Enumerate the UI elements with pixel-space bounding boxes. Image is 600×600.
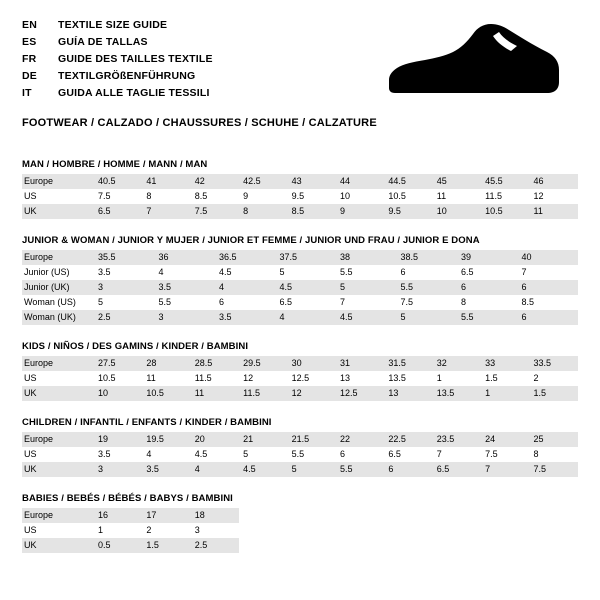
size-cell: 4 (276, 310, 337, 325)
size-cell: 6 (397, 265, 458, 280)
block-title: MAN / HOMBRE / HOMME / MANN / MAN (22, 158, 208, 170)
size-cell: 3 (94, 462, 142, 477)
size-cell: 30 (288, 356, 336, 371)
size-cell-empty (481, 538, 529, 553)
table-row (22, 189, 578, 204)
block-title: BABIES / BEBÉS / BÉBÉS / BABYS / BAMBINI (22, 492, 233, 504)
size-cell: 5 (276, 265, 337, 280)
size-cell: 45 (433, 174, 481, 189)
size-cell: 33 (481, 356, 529, 371)
size-cell: 31.5 (384, 356, 432, 371)
size-cell: 11.5 (481, 189, 529, 204)
size-cell: 6.5 (276, 295, 337, 310)
table-row (22, 538, 578, 553)
size-cell: 10.5 (384, 189, 432, 204)
row-label: Europe (22, 356, 94, 371)
size-table (22, 356, 578, 401)
size-cell: 11 (530, 204, 578, 219)
size-cell: 22.5 (384, 432, 432, 447)
row-label: US (22, 189, 94, 204)
table-row (22, 386, 578, 401)
size-cell: 7 (518, 265, 579, 280)
size-cell: 32 (433, 356, 481, 371)
size-cell: 16 (94, 508, 142, 523)
size-cell: 9 (239, 189, 287, 204)
size-cell: 4 (155, 265, 216, 280)
size-cell: 7.5 (530, 462, 578, 477)
size-cell: 22 (336, 432, 384, 447)
size-cell: 10 (94, 386, 142, 401)
size-cell: 3.5 (155, 280, 216, 295)
size-cell-empty (433, 523, 481, 538)
size-cell: 19.5 (142, 432, 190, 447)
size-cell-empty (336, 538, 384, 553)
size-cell: 44.5 (384, 174, 432, 189)
size-cell: 7 (142, 204, 190, 219)
row-label: UK (22, 386, 94, 401)
size-cell: 5 (239, 447, 287, 462)
size-cell: 37.5 (276, 250, 337, 265)
size-cell: 4.5 (336, 310, 397, 325)
size-cell: 7.5 (191, 204, 239, 219)
size-cell-empty (239, 523, 287, 538)
size-cell: 21 (239, 432, 287, 447)
table-row (22, 204, 578, 219)
size-cell: 13 (384, 386, 432, 401)
size-cell: 3.5 (142, 462, 190, 477)
size-cell: 40.5 (94, 174, 142, 189)
size-cell: 3.5 (215, 310, 276, 325)
size-cell: 4.5 (215, 265, 276, 280)
size-cell: 9.5 (288, 189, 336, 204)
block-title: JUNIOR & WOMAN / JUNIOR Y MUJER / JUNIOR ET FEMME / JUNIOR UND FRAU / JUNIOR E DONA (22, 234, 480, 246)
size-cell: 6 (215, 295, 276, 310)
size-cell-empty (336, 508, 384, 523)
size-cell: 1 (94, 523, 142, 538)
size-cell: 4.5 (191, 447, 239, 462)
size-cell: 6 (518, 280, 579, 295)
size-cell-empty (239, 508, 287, 523)
size-cell: 10 (336, 189, 384, 204)
size-cell: 1.5 (481, 371, 529, 386)
size-cell-empty (288, 508, 336, 523)
row-label: Europe (22, 508, 94, 523)
size-cell: 13.5 (433, 386, 481, 401)
row-label: Junior (UK) (22, 280, 94, 295)
size-cell: 46 (530, 174, 578, 189)
row-label: Europe (22, 174, 94, 189)
size-cell: 12 (530, 189, 578, 204)
size-cell: 6 (336, 447, 384, 462)
language-code: DE (22, 69, 37, 82)
table-row (22, 447, 578, 462)
row-label: US (22, 523, 94, 538)
size-cell: 42 (191, 174, 239, 189)
size-cell: 6 (457, 280, 518, 295)
size-cell: 4 (191, 462, 239, 477)
table-row (22, 356, 578, 371)
size-cell: 1.5 (530, 386, 578, 401)
size-cell: 8 (457, 295, 518, 310)
size-cell: 19 (94, 432, 142, 447)
size-cell: 3 (155, 310, 216, 325)
size-cell: 3 (191, 523, 239, 538)
size-cell: 9 (336, 204, 384, 219)
size-cell: 10.5 (94, 371, 142, 386)
size-cell: 1 (433, 371, 481, 386)
row-label: UK (22, 538, 94, 553)
size-cell: 17 (142, 508, 190, 523)
size-cell: 43 (288, 174, 336, 189)
dress-shoe-icon (379, 22, 564, 100)
size-cell: 38 (336, 250, 397, 265)
size-cell-empty (433, 508, 481, 523)
page-header (22, 18, 578, 103)
size-cell: 6 (384, 462, 432, 477)
language-title: GUIDA ALLE TAGLIE TESSILI (58, 86, 210, 99)
size-cell-empty (384, 523, 432, 538)
block-title: KIDS / NIÑOS / DES GAMINS / KINDER / BAMBINI (22, 340, 249, 352)
language-code: IT (22, 86, 32, 99)
size-cell: 7 (481, 462, 529, 477)
size-cell: 8 (142, 189, 190, 204)
language-row (22, 35, 213, 52)
size-cell-empty (288, 538, 336, 553)
row-label: US (22, 447, 94, 462)
size-cell-empty (530, 508, 578, 523)
block-title: CHILDREN / INFANTIL / ENFANTS / KINDER / BAMBINI (22, 416, 272, 428)
size-cell-empty (239, 538, 287, 553)
size-cell: 5.5 (288, 447, 336, 462)
size-cell: 5 (336, 280, 397, 295)
size-cell: 4.5 (239, 462, 287, 477)
size-cell: 4.5 (276, 280, 337, 295)
size-cell: 5.5 (336, 462, 384, 477)
size-cell: 2 (530, 371, 578, 386)
size-cell: 2.5 (94, 310, 155, 325)
size-cell: 10.5 (481, 204, 529, 219)
size-cell: 40 (518, 250, 579, 265)
language-title-table (22, 18, 213, 103)
size-blocks (22, 159, 578, 553)
size-cell: 8.5 (191, 189, 239, 204)
size-cell: 5.5 (336, 265, 397, 280)
size-block-children (22, 417, 578, 477)
size-cell: 1.5 (142, 538, 190, 553)
size-cell: 9.5 (384, 204, 432, 219)
size-cell: 8 (239, 204, 287, 219)
language-title: TEXTILE SIZE GUIDE (58, 19, 168, 31)
size-cell: 5 (397, 310, 458, 325)
size-cell: 36.5 (215, 250, 276, 265)
size-cell-empty (384, 538, 432, 553)
table-row (22, 280, 578, 295)
size-cell: 5.5 (397, 280, 458, 295)
size-cell: 3.5 (94, 447, 142, 462)
row-label: Europe (22, 432, 94, 447)
table-row (22, 174, 578, 189)
size-cell: 7 (433, 447, 481, 462)
size-cell: 23.5 (433, 432, 481, 447)
size-cell: 6.5 (433, 462, 481, 477)
size-cell: 1 (481, 386, 529, 401)
size-cell-empty (433, 538, 481, 553)
size-cell-empty (530, 523, 578, 538)
size-cell: 6 (518, 310, 579, 325)
size-cell: 12 (239, 371, 287, 386)
table-row (22, 462, 578, 477)
language-row (22, 18, 213, 35)
size-cell: 31 (336, 356, 384, 371)
table-row (22, 265, 578, 280)
size-cell: 7 (336, 295, 397, 310)
size-cell: 3.5 (94, 265, 155, 280)
size-table (22, 432, 578, 477)
size-cell: 20 (191, 432, 239, 447)
size-cell: 5.5 (457, 310, 518, 325)
table-row (22, 508, 578, 523)
row-label: UK (22, 462, 94, 477)
size-cell: 6.5 (94, 204, 142, 219)
size-cell: 8.5 (518, 295, 579, 310)
size-cell-empty (530, 538, 578, 553)
size-table (22, 250, 578, 325)
size-cell: 28 (142, 356, 190, 371)
language-row (22, 86, 213, 103)
size-cell: 21.5 (288, 432, 336, 447)
size-cell: 44 (336, 174, 384, 189)
row-label: US (22, 371, 94, 386)
size-table (22, 508, 578, 553)
size-block-babies (22, 493, 578, 553)
language-title: GUÍA DE TALLAS (58, 35, 148, 48)
size-cell: 11.5 (191, 371, 239, 386)
size-cell: 13.5 (384, 371, 432, 386)
size-cell: 7.5 (94, 189, 142, 204)
size-cell: 39 (457, 250, 518, 265)
size-cell-empty (481, 508, 529, 523)
size-cell: 27.5 (94, 356, 142, 371)
size-cell: 4 (215, 280, 276, 295)
size-cell: 5 (288, 462, 336, 477)
size-cell: 11 (433, 189, 481, 204)
table-row (22, 523, 578, 538)
language-title: TEXTILGRÖßENFÜHRUNG (58, 69, 196, 82)
language-code: ES (22, 35, 37, 48)
size-cell: 6.5 (384, 447, 432, 462)
size-cell: 11.5 (239, 386, 287, 401)
size-cell: 10 (433, 204, 481, 219)
size-cell: 3 (94, 280, 155, 295)
category-title: FOOTWEAR / CALZADO / CHAUSSURES / SCHUHE / CALZATURE (22, 116, 377, 129)
size-cell: 25 (530, 432, 578, 447)
size-cell: 10.5 (142, 386, 190, 401)
table-row (22, 432, 578, 447)
size-cell: 7.5 (397, 295, 458, 310)
size-cell: 42.5 (239, 174, 287, 189)
size-cell: 0.5 (94, 538, 142, 553)
size-cell: 11 (142, 371, 190, 386)
language-row (22, 69, 213, 86)
size-cell: 36 (155, 250, 216, 265)
row-label: Woman (UK) (22, 310, 94, 325)
size-cell: 45.5 (481, 174, 529, 189)
size-cell: 38.5 (397, 250, 458, 265)
size-cell: 28.5 (191, 356, 239, 371)
size-cell: 35.5 (94, 250, 155, 265)
row-label: UK (22, 204, 94, 219)
size-cell: 12 (288, 386, 336, 401)
size-cell: 13 (336, 371, 384, 386)
size-cell: 29.5 (239, 356, 287, 371)
size-cell-empty (481, 523, 529, 538)
size-cell: 12.5 (288, 371, 336, 386)
size-block-kids (22, 341, 578, 401)
size-cell: 4 (142, 447, 190, 462)
size-cell: 2 (142, 523, 190, 538)
language-code: EN (22, 19, 37, 31)
size-cell-empty (384, 508, 432, 523)
size-cell: 18 (191, 508, 239, 523)
row-label: Woman (US) (22, 295, 94, 310)
size-cell: 6.5 (457, 265, 518, 280)
size-cell: 7.5 (481, 447, 529, 462)
size-block-man (22, 159, 578, 219)
table-row (22, 310, 578, 325)
size-block-junior-woman (22, 235, 578, 325)
size-table (22, 174, 578, 219)
size-cell: 41 (142, 174, 190, 189)
size-cell: 8 (530, 447, 578, 462)
size-cell: 8.5 (288, 204, 336, 219)
language-title-body (22, 18, 213, 103)
size-cell-empty (336, 523, 384, 538)
size-cell: 2.5 (191, 538, 239, 553)
size-cell: 5.5 (155, 295, 216, 310)
language-row (22, 52, 213, 69)
size-cell: 5 (94, 295, 155, 310)
row-label: Junior (US) (22, 265, 94, 280)
table-row (22, 295, 578, 310)
size-cell: 11 (191, 386, 239, 401)
row-label: Europe (22, 250, 94, 265)
table-row (22, 250, 578, 265)
size-cell-empty (288, 523, 336, 538)
language-code: FR (22, 52, 37, 65)
table-row (22, 371, 578, 386)
size-cell: 33.5 (530, 356, 578, 371)
language-title: GUIDE DES TAILLES TEXTILE (58, 52, 213, 65)
size-cell: 12.5 (336, 386, 384, 401)
size-cell: 24 (481, 432, 529, 447)
